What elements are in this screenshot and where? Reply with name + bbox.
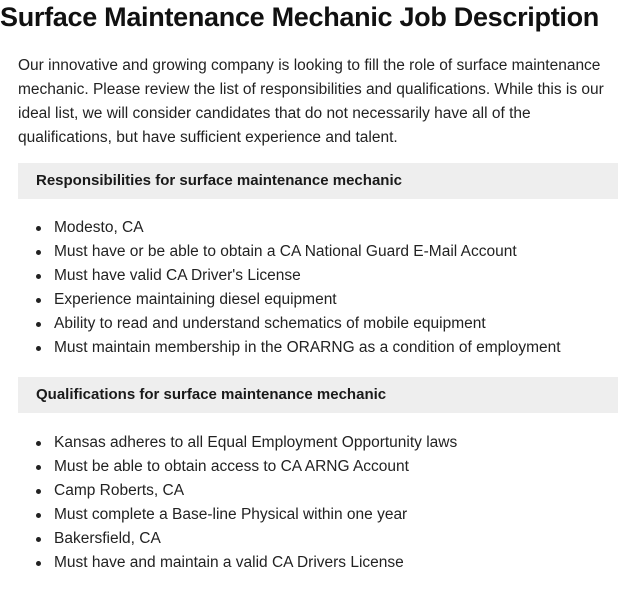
list-item (36, 216, 626, 240)
list-item (36, 551, 626, 575)
bullet-icon (36, 465, 41, 470)
bullet-icon (36, 274, 41, 279)
list-item-text: Experience maintaining diesel equipment (54, 291, 337, 308)
bullet-icon (36, 226, 41, 231)
list-item-text: Must have valid CA Driver's License (54, 267, 301, 284)
responsibilities-list (36, 216, 626, 360)
list-item-text: Ability to read and understand schematics of mobile equipment (54, 315, 486, 332)
list-item (36, 503, 626, 527)
list-item (36, 455, 626, 479)
list-item-text: Bakersfield, CA (54, 530, 161, 547)
list-item (36, 431, 626, 455)
list-item-text: Kansas adheres to all Equal Employment Opportunity laws (54, 434, 458, 451)
list-item (36, 336, 626, 360)
list-item (36, 312, 626, 336)
list-item-text: Must maintain membership in the ORARNG as a condition of employment (54, 339, 561, 356)
list-item-text: Must be able to obtain access to CA ARNG Account (54, 458, 409, 475)
list-item-text: Must have and maintain a valid CA Drivers License (54, 554, 404, 571)
qualifications-heading: Qualifications for surface maintenance mechanic (18, 377, 618, 413)
page-title: Surface Maintenance Mechanic Job Description (0, 2, 599, 32)
bullet-icon (36, 298, 41, 303)
list-item (36, 479, 626, 503)
bullet-icon (36, 561, 41, 566)
intro-paragraph: Our innovative and growing company is looking to fill the role of surface maintenance mechanic. Please review the list of responsibilities and qualifications. While this is our ideal list, we will consider candidates that do not necessarily have all of the qualifications, but have sufficient experience and talent. (18, 57, 604, 146)
list-item-text: Must complete a Base-line Physical within one year (54, 506, 408, 523)
bullet-icon (36, 489, 41, 494)
bullet-icon (36, 346, 41, 351)
list-item (36, 264, 626, 288)
list-item-text: Camp Roberts, CA (54, 482, 185, 499)
list-item-text: Must have or be able to obtain a CA National Guard E-Mail Account (54, 243, 517, 260)
list-item-text: Modesto, CA (54, 219, 144, 236)
list-item (36, 527, 626, 551)
bullet-icon (36, 441, 41, 446)
list-item (36, 240, 626, 264)
list-item (36, 288, 626, 312)
bullet-icon (36, 537, 41, 542)
bullet-icon (36, 322, 41, 327)
qualifications-list (36, 431, 626, 575)
responsibilities-heading: Responsibilities for surface maintenance mechanic (18, 163, 618, 199)
bullet-icon (36, 250, 41, 255)
bullet-icon (36, 513, 41, 518)
